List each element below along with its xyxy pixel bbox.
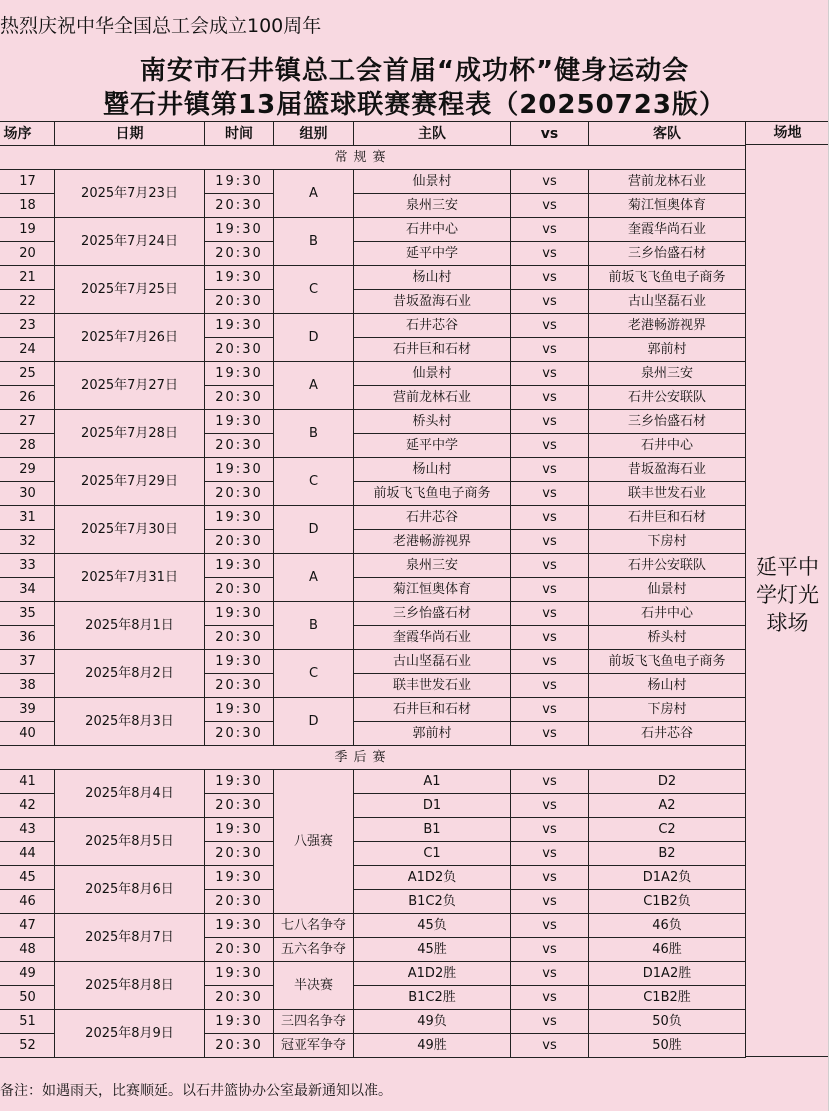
home-team: 45负 — [354, 914, 511, 938]
home-team: 仙景村 — [354, 170, 511, 194]
vs-label: vs — [511, 506, 589, 530]
home-team: 昔坂盈海石业 — [354, 290, 511, 314]
header-home: 主队 — [354, 122, 511, 146]
header-date: 日期 — [55, 122, 205, 146]
match-time: 20:30 — [205, 338, 274, 362]
vs-label: vs — [511, 722, 589, 746]
away-team: C2 — [589, 818, 746, 842]
vs-label: vs — [511, 770, 589, 794]
away-team: C1B2胜 — [589, 986, 746, 1010]
match-time: 20:30 — [205, 242, 274, 266]
vs-label: vs — [511, 530, 589, 554]
match-seq: 50 — [0, 986, 55, 1010]
match-group: D — [274, 698, 354, 746]
away-team: 50胜 — [589, 1034, 746, 1058]
match-time: 20:30 — [205, 482, 274, 506]
vs-label: vs — [511, 698, 589, 722]
home-team: 石井芯谷 — [354, 506, 511, 530]
match-group: B — [274, 218, 354, 266]
page-subtitle: 暨石井镇第13届篮球联赛赛程表（20250723版） — [103, 90, 726, 120]
match-date: 2025年8月2日 — [55, 650, 205, 698]
match-time: 19:30 — [205, 866, 274, 890]
home-team: 仙景村 — [354, 362, 511, 386]
header-group: 组别 — [274, 122, 354, 146]
match-time: 19:30 — [205, 962, 274, 986]
match-time: 20:30 — [205, 722, 274, 746]
home-team: 石井巨和石材 — [354, 698, 511, 722]
away-team: 石井芯谷 — [589, 722, 746, 746]
table-row — [0, 818, 746, 842]
home-team: A1D2胜 — [354, 962, 511, 986]
away-team: 石井公安联队 — [589, 386, 746, 410]
vs-label: vs — [511, 794, 589, 818]
vs-label: vs — [511, 914, 589, 938]
table-row — [0, 218, 746, 242]
match-seq: 17 — [0, 170, 55, 194]
home-team: 石井芯谷 — [354, 314, 511, 338]
away-team: 菊江恒奥体育 — [589, 194, 746, 218]
home-team: D1 — [354, 794, 511, 818]
match-seq: 51 — [0, 1010, 55, 1034]
away-team: A2 — [589, 794, 746, 818]
away-team: 50负 — [589, 1010, 746, 1034]
vs-label: vs — [511, 386, 589, 410]
vs-label: vs — [511, 650, 589, 674]
table-row — [0, 362, 746, 386]
match-time: 20:30 — [205, 386, 274, 410]
match-date: 2025年7月25日 — [55, 266, 205, 314]
match-seq: 47 — [0, 914, 55, 938]
match-group: A — [274, 554, 354, 602]
home-team: 联丰世发石业 — [354, 674, 511, 698]
match-seq: 30 — [0, 482, 55, 506]
group-semifinal: 半决赛 — [274, 962, 354, 1010]
group-final: 冠亚军争夺 — [274, 1034, 354, 1058]
table-row — [0, 506, 746, 530]
away-team: D1A2负 — [589, 866, 746, 890]
match-time: 19:30 — [205, 554, 274, 578]
away-team: 古山坚磊石业 — [589, 290, 746, 314]
match-time: 19:30 — [205, 818, 274, 842]
match-date: 2025年8月7日 — [55, 914, 205, 962]
match-time: 19:30 — [205, 650, 274, 674]
vs-label: vs — [511, 866, 589, 890]
schedule-table — [0, 121, 746, 1058]
away-team: 昔坂盈海石业 — [589, 458, 746, 482]
vs-label: vs — [511, 890, 589, 914]
header-vs: vs — [511, 122, 589, 146]
match-seq: 46 — [0, 890, 55, 914]
home-team: A1D2负 — [354, 866, 511, 890]
away-team: 石井中心 — [589, 602, 746, 626]
match-time: 20:30 — [205, 194, 274, 218]
away-team: C1B2负 — [589, 890, 746, 914]
away-team: 仙景村 — [589, 578, 746, 602]
vs-label: vs — [511, 554, 589, 578]
match-time: 19:30 — [205, 218, 274, 242]
away-team: 下房村 — [589, 530, 746, 554]
match-time: 19:30 — [205, 914, 274, 938]
match-seq: 48 — [0, 938, 55, 962]
match-seq: 45 — [0, 866, 55, 890]
home-team: 三乡怡盛石材 — [354, 602, 511, 626]
section-playoff-row — [0, 746, 746, 770]
vs-label: vs — [511, 410, 589, 434]
match-seq: 44 — [0, 842, 55, 866]
vs-label: vs — [511, 578, 589, 602]
match-seq: 29 — [0, 458, 55, 482]
match-date: 2025年8月3日 — [55, 698, 205, 746]
match-seq: 43 — [0, 818, 55, 842]
home-team: 老港畅游视界 — [354, 530, 511, 554]
header-venue: 场地 — [745, 121, 829, 145]
match-seq: 49 — [0, 962, 55, 986]
home-team: 49胜 — [354, 1034, 511, 1058]
match-time: 20:30 — [205, 434, 274, 458]
match-time: 19:30 — [205, 314, 274, 338]
home-team: 49负 — [354, 1010, 511, 1034]
match-date: 2025年8月4日 — [55, 770, 205, 818]
vs-label: vs — [511, 242, 589, 266]
vs-label: vs — [511, 458, 589, 482]
vs-label: vs — [511, 818, 589, 842]
match-group: D — [274, 314, 354, 362]
match-date: 2025年7月31日 — [55, 554, 205, 602]
match-time: 20:30 — [205, 938, 274, 962]
table-row — [0, 458, 746, 482]
table-row — [0, 770, 746, 794]
table-row — [0, 1010, 746, 1034]
table-row — [0, 314, 746, 338]
section-playoff: 季后赛 — [0, 746, 746, 770]
match-seq: 37 — [0, 650, 55, 674]
match-seq: 32 — [0, 530, 55, 554]
match-date: 2025年7月27日 — [55, 362, 205, 410]
vs-label: vs — [511, 1034, 589, 1058]
home-team: 45胜 — [354, 938, 511, 962]
match-time: 20:30 — [205, 626, 274, 650]
match-date: 2025年7月28日 — [55, 410, 205, 458]
home-team: C1 — [354, 842, 511, 866]
match-time: 19:30 — [205, 170, 274, 194]
match-time: 19:30 — [205, 458, 274, 482]
match-date: 2025年7月26日 — [55, 314, 205, 362]
match-date: 2025年8月8日 — [55, 962, 205, 1010]
footnote: 备注：如遇雨天，比赛顺延。以石井篮协办公室最新通知以准。 — [0, 1083, 392, 1099]
away-team: 老港畅游视界 — [589, 314, 746, 338]
away-team: 三乡怡盛石材 — [589, 410, 746, 434]
home-team: 菊江恒奥体育 — [354, 578, 511, 602]
away-team: 石井公安联队 — [589, 554, 746, 578]
away-team: D1A2胜 — [589, 962, 746, 986]
table-row — [0, 266, 746, 290]
away-team: 石井中心 — [589, 434, 746, 458]
home-team: 延平中学 — [354, 434, 511, 458]
section-regular-row — [0, 146, 746, 170]
vs-label: vs — [511, 1010, 589, 1034]
match-time: 20:30 — [205, 530, 274, 554]
match-seq: 27 — [0, 410, 55, 434]
home-team: 杨山村 — [354, 266, 511, 290]
home-team: 石井巨和石材 — [354, 338, 511, 362]
match-date: 2025年8月5日 — [55, 818, 205, 866]
match-time: 19:30 — [205, 770, 274, 794]
table-row — [0, 170, 746, 194]
away-team: D2 — [589, 770, 746, 794]
away-team: 46胜 — [589, 938, 746, 962]
vs-label: vs — [511, 842, 589, 866]
match-group: A — [274, 170, 354, 218]
header-time: 时间 — [205, 122, 274, 146]
header-row — [0, 122, 746, 146]
away-team: 石井巨和石材 — [589, 506, 746, 530]
table-row — [0, 650, 746, 674]
home-team: 营前龙林石业 — [354, 386, 511, 410]
match-date: 2025年7月24日 — [55, 218, 205, 266]
away-team: 三乡怡盛石材 — [589, 242, 746, 266]
match-time: 20:30 — [205, 674, 274, 698]
match-seq: 31 — [0, 506, 55, 530]
away-team: 杨山村 — [589, 674, 746, 698]
table-row — [0, 698, 746, 722]
match-seq: 35 — [0, 602, 55, 626]
away-team: 联丰世发石业 — [589, 482, 746, 506]
home-team: 古山坚磊石业 — [354, 650, 511, 674]
vs-label: vs — [511, 626, 589, 650]
away-team: 郭前村 — [589, 338, 746, 362]
vs-label: vs — [511, 482, 589, 506]
vs-label: vs — [511, 434, 589, 458]
match-seq: 34 — [0, 578, 55, 602]
vs-label: vs — [511, 218, 589, 242]
match-time: 19:30 — [205, 362, 274, 386]
home-team: A1 — [354, 770, 511, 794]
away-team: 前坂飞飞鱼电子商务 — [589, 266, 746, 290]
table-row — [0, 866, 746, 890]
match-time: 20:30 — [205, 842, 274, 866]
match-seq: 36 — [0, 626, 55, 650]
away-team: 46负 — [589, 914, 746, 938]
header-seq: 场序 — [0, 122, 55, 146]
vs-label: vs — [511, 338, 589, 362]
home-team: 奎霞华尚石业 — [354, 626, 511, 650]
match-group: C — [274, 266, 354, 314]
away-team: B2 — [589, 842, 746, 866]
match-seq: 20 — [0, 242, 55, 266]
vs-label: vs — [511, 362, 589, 386]
away-team: 泉州三安 — [589, 362, 746, 386]
match-time: 20:30 — [205, 1034, 274, 1058]
venue-cell — [745, 145, 829, 1057]
vs-label: vs — [511, 266, 589, 290]
schedule-body — [0, 146, 746, 1058]
match-time: 19:30 — [205, 1010, 274, 1034]
match-seq: 21 — [0, 266, 55, 290]
match-group: C — [274, 458, 354, 506]
match-time: 19:30 — [205, 410, 274, 434]
match-seq: 24 — [0, 338, 55, 362]
home-team: 前坂飞飞鱼电子商务 — [354, 482, 511, 506]
match-time: 20:30 — [205, 290, 274, 314]
home-team: 桥头村 — [354, 410, 511, 434]
match-time: 19:30 — [205, 698, 274, 722]
header-away: 客队 — [589, 122, 746, 146]
home-team: 杨山村 — [354, 458, 511, 482]
match-seq: 23 — [0, 314, 55, 338]
vs-label: vs — [511, 314, 589, 338]
match-seq: 42 — [0, 794, 55, 818]
page-title: 南安市石井镇总工会首届“成功杯”健身运动会 — [139, 56, 690, 86]
match-group: B — [274, 410, 354, 458]
match-seq: 18 — [0, 194, 55, 218]
match-date: 2025年8月1日 — [55, 602, 205, 650]
home-team: 泉州三安 — [354, 554, 511, 578]
table-row — [0, 962, 746, 986]
home-team: 郭前村 — [354, 722, 511, 746]
home-team: B1 — [354, 818, 511, 842]
anniversary-banner: 热烈庆祝中华全国总工会成立100周年 — [0, 15, 322, 37]
vs-label: vs — [511, 962, 589, 986]
table-row — [0, 410, 746, 434]
home-team: 延平中学 — [354, 242, 511, 266]
away-team: 奎霞华尚石业 — [589, 218, 746, 242]
match-group: D — [274, 506, 354, 554]
match-time: 20:30 — [205, 890, 274, 914]
group-place-5-6: 五六名争夺 — [274, 938, 354, 962]
match-seq: 40 — [0, 722, 55, 746]
table-row — [0, 914, 746, 938]
match-seq: 25 — [0, 362, 55, 386]
match-date: 2025年8月6日 — [55, 866, 205, 914]
vs-label: vs — [511, 986, 589, 1010]
away-team: 营前龙林石业 — [589, 170, 746, 194]
vs-label: vs — [511, 938, 589, 962]
match-time: 20:30 — [205, 794, 274, 818]
vs-label: vs — [511, 290, 589, 314]
match-time: 20:30 — [205, 578, 274, 602]
table-row — [0, 554, 746, 578]
vs-label: vs — [511, 194, 589, 218]
match-seq: 39 — [0, 698, 55, 722]
match-seq: 22 — [0, 290, 55, 314]
match-seq: 33 — [0, 554, 55, 578]
match-time: 19:30 — [205, 266, 274, 290]
away-team: 前坂飞飞鱼电子商务 — [589, 650, 746, 674]
match-group: B — [274, 602, 354, 650]
match-seq: 19 — [0, 218, 55, 242]
match-seq: 26 — [0, 386, 55, 410]
away-team: 下房村 — [589, 698, 746, 722]
match-date: 2025年7月29日 — [55, 458, 205, 506]
group-place-7-8: 七八名争夺 — [274, 914, 354, 938]
match-seq: 28 — [0, 434, 55, 458]
match-seq: 38 — [0, 674, 55, 698]
table-row — [0, 602, 746, 626]
match-date: 2025年7月23日 — [55, 170, 205, 218]
home-team: B1C2负 — [354, 890, 511, 914]
match-group: C — [274, 650, 354, 698]
match-group: A — [274, 362, 354, 410]
match-date: 2025年7月30日 — [55, 506, 205, 554]
home-team: B1C2胜 — [354, 986, 511, 1010]
home-team: 石井中心 — [354, 218, 511, 242]
group-quarterfinal: 八强赛 — [274, 770, 354, 914]
match-time: 19:30 — [205, 602, 274, 626]
section-regular: 常规赛 — [0, 146, 746, 170]
home-team: 泉州三安 — [354, 194, 511, 218]
match-seq: 52 — [0, 1034, 55, 1058]
away-team: 桥头村 — [589, 626, 746, 650]
match-time: 20:30 — [205, 986, 274, 1010]
match-date: 2025年8月9日 — [55, 1010, 205, 1058]
match-seq: 41 — [0, 770, 55, 794]
venue-name: 延平中学灯光球场 — [756, 554, 819, 635]
match-time: 19:30 — [205, 506, 274, 530]
vs-label: vs — [511, 170, 589, 194]
vs-label: vs — [511, 602, 589, 626]
group-place-3-4: 三四名争夺 — [274, 1010, 354, 1034]
vs-label: vs — [511, 674, 589, 698]
